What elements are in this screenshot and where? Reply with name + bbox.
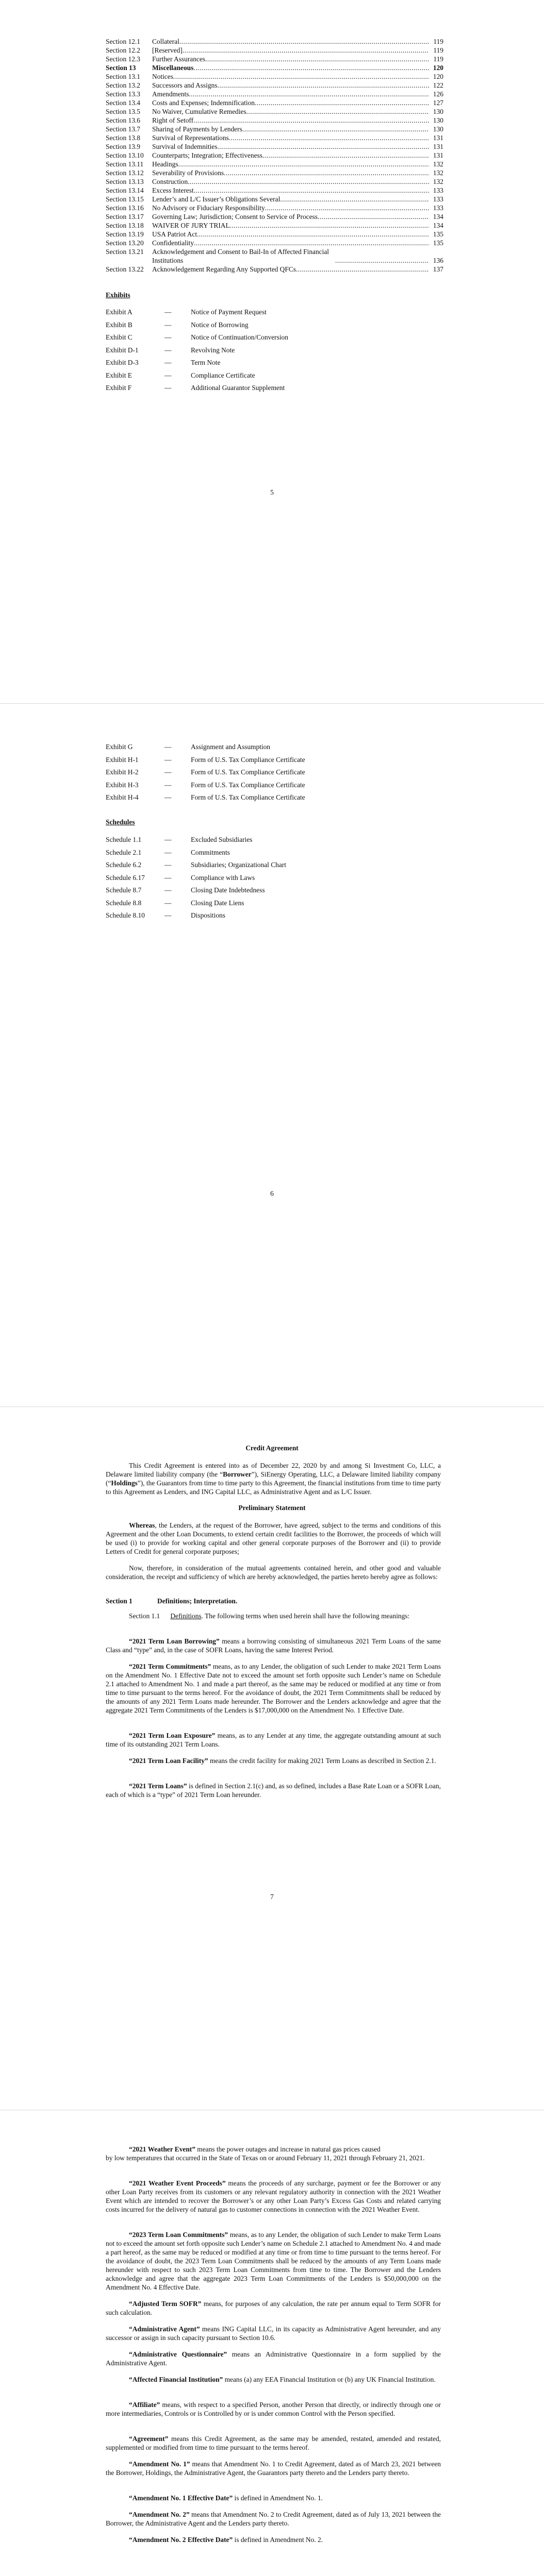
definition-term: “Affected Financial Institution”: [129, 2376, 223, 2383]
toc-entry: [106, 177, 443, 186]
exhibit-item-label: Exhibit D-1: [106, 346, 139, 354]
exhibit-item-name: Notice of Borrowing: [191, 320, 249, 329]
definition-term: “Amendment No. 1 Effective Date”: [129, 2494, 233, 2502]
em-dash: —: [164, 886, 172, 894]
toc-page-number: 133: [433, 187, 443, 194]
toc-section-title: Governing Law; Jurisdiction; Consent to Service of Process: [152, 213, 318, 221]
page-5: [0, 0, 544, 703]
toc-page-number: 131: [433, 134, 443, 142]
toc-entry: [106, 72, 443, 81]
toc-entry: [106, 247, 443, 265]
exhibits-heading: Exhibits: [106, 291, 130, 299]
exhibit-item-label: Exhibit D-3: [106, 359, 139, 366]
toc-entry: [106, 55, 443, 63]
exhibit-item: [106, 781, 305, 789]
toc-leader-dots: [318, 212, 429, 221]
toc-section-title: No Advisory or Fiduciary Responsibility: [152, 204, 265, 212]
toc-leader-dots: [188, 177, 429, 186]
em-dash: —: [164, 861, 172, 869]
toc-section-title: [Reserved]: [152, 46, 183, 54]
definition-text: by low temperatures that occurred in the State of Texas on or around February 11, 2021 through February 21, 2021.: [106, 2154, 425, 2162]
definition-paragraph: [106, 2325, 441, 2342]
toc-section-number: Section 12.2: [106, 46, 140, 54]
definition-term: “2021 Term Loans”: [129, 1782, 187, 1790]
definition-text: means ING Capital LLC, in its capacity as Administrative Agent hereunder, and any successor or assign in such capacity pursuant to Section 10.6.: [106, 2325, 441, 2342]
toc-section-number: Section 12.3: [106, 55, 140, 63]
toc-leader-dots: [179, 37, 429, 46]
definition-term: “2021 Weather Event Proceeds”: [129, 2179, 226, 2187]
definition-text: means the power outages and increase in natural gas prices caused: [195, 2145, 381, 2153]
toc-section-title: Survival of Representations: [152, 134, 229, 142]
schedule-item-name: Subsidiaries; Organizational Chart: [191, 861, 286, 869]
toc-page-number: 119: [433, 46, 443, 54]
toc-entry: [106, 133, 443, 142]
toc-leader-dots: [193, 63, 429, 72]
definition-text: means, as to any Lender at any time, the aggregate outstanding amount at such time of its outstanding 2021 Term Loans.: [106, 1732, 441, 1748]
toc-page-number: 134: [433, 213, 443, 221]
toc-section-number: Section 13.13: [106, 178, 144, 185]
toc-leader-dots: [217, 142, 429, 151]
em-dash: —: [164, 384, 172, 392]
definition-paragraph: [106, 1637, 441, 1654]
page-8: [0, 2110, 544, 2576]
toc-section-number: Section 13.20: [106, 239, 144, 247]
exhibit-item-label: Exhibit B: [106, 320, 133, 329]
toc-entry: [106, 212, 443, 221]
schedule-item-name: Closing Date Indebtedness: [191, 886, 265, 894]
toc-section-title: Further Assurances: [152, 55, 206, 63]
toc-page-number: 132: [433, 160, 443, 168]
definition-paragraph: [106, 2434, 441, 2452]
definition-text: means, with respect to a specified Person, another Person that directly, or indirectly through one or more intermediaries, Controls or is Controlled by or is under common Control with the Person specified.: [106, 2401, 441, 2417]
toc-page-number: 134: [433, 222, 443, 229]
exhibit-item: [106, 320, 249, 329]
toc-section-title: Lender’s and L/C Issuer’s Obligations Several: [152, 195, 281, 203]
definition-term: “2021 Term Loan Borrowing”: [129, 1637, 220, 1645]
toc-page-number: 126: [433, 90, 443, 98]
em-dash: —: [164, 781, 172, 789]
definition-paragraph: [106, 2375, 441, 2384]
toc-entry: [106, 204, 443, 212]
schedule-item: [106, 835, 252, 844]
toc-leader-dots: [194, 186, 429, 195]
toc-leader-dots: [183, 46, 429, 55]
toc-section-title: Right of Setoff: [152, 116, 194, 124]
exhibit-item-name: Form of U.S. Tax Compliance Certificate: [191, 781, 305, 789]
toc-page-number: 132: [433, 169, 443, 177]
schedule-item-label: Schedule 2.1: [106, 848, 142, 856]
toc-section-number: Section 13.15: [106, 195, 144, 203]
schedule-item-label: Schedule 8.10: [106, 911, 145, 919]
toc-section-number: Section 13.19: [106, 230, 144, 238]
toc-entry: [106, 239, 443, 247]
toc-section-title: Notices: [152, 73, 173, 80]
definition-paragraph: [106, 1756, 441, 1765]
definition-term: “2021 Term Loan Facility”: [129, 1757, 208, 1765]
toc-section-title: Severability of Provisions: [152, 169, 224, 177]
definition-text: is defined in Amendment No. 1.: [233, 2494, 323, 2502]
toc-section-number: Section 13: [106, 64, 136, 72]
em-dash: —: [164, 836, 172, 843]
schedule-item: [106, 860, 286, 869]
schedule-item: [106, 873, 255, 882]
definition-paragraph: [106, 2154, 441, 2162]
exhibit-item: [106, 346, 235, 354]
toc-entry: [106, 168, 443, 177]
exhibit-item-name: Form of U.S. Tax Compliance Certificate: [191, 755, 305, 764]
toc-page-number: 131: [433, 143, 443, 150]
toc-section-number: Section 13.9: [106, 143, 140, 150]
exhibit-item-name: Additional Guarantor Supplement: [191, 384, 285, 392]
toc-page-number: 120: [433, 64, 443, 72]
toc-page-number: 119: [433, 55, 443, 63]
definition-text: means the credit facility for making 2021 Term Loans as described in Section 2.1.: [208, 1757, 436, 1765]
definition-term: “Amendment No. 1”: [129, 2460, 190, 2468]
exhibit-item-label: Exhibit A: [106, 308, 133, 316]
toc-page-number: 122: [433, 81, 443, 89]
toc-entry: [106, 160, 443, 168]
exhibit-item: [106, 333, 288, 342]
definition-term: “Amendment No. 2 Effective Date”: [129, 2536, 233, 2544]
page-number: 7: [270, 1893, 274, 1901]
toc-section-number: Section 12.1: [106, 38, 140, 45]
toc-section-number: Section 13.2: [106, 81, 140, 89]
section-1-1-paragraph: Section 1.1 Definitions. The following terms when used herein shall have the following meanings:: [129, 1612, 410, 1620]
schedule-item: [106, 911, 225, 920]
em-dash: —: [164, 308, 172, 316]
toc-section-title: Collateral: [152, 38, 179, 45]
definition-term: “2021 Weather Event”: [129, 2145, 195, 2153]
definition-text: is defined in Amendment No. 2.: [233, 2536, 323, 2544]
toc-leader-dots: [197, 230, 429, 239]
toc-page-number: 133: [433, 204, 443, 212]
em-dash: —: [164, 359, 172, 366]
toc-entry: [106, 142, 443, 151]
em-dash: —: [164, 346, 172, 354]
toc-section-number: Section 13.12: [106, 169, 144, 177]
toc-page-number: 120: [433, 73, 443, 80]
toc-section-title: Confidentiality: [152, 239, 194, 247]
toc-section-title: Headings: [152, 160, 178, 168]
exhibit-item: [106, 383, 285, 392]
definition-paragraph: [106, 1662, 441, 1715]
agreement-title: Credit Agreement: [245, 1444, 299, 1452]
now-therefore-paragraph: Now, therefore, in consideration of the mutual agreements contained herein, and other good and valuable consideration, the receipt and sufficiency of which are hereby acknowledged, the parties hereto hereby agree as follows:: [106, 1564, 441, 1581]
toc-section-title: Sharing of Payments by Lenders: [152, 125, 242, 133]
toc-section-number: Section 13.1: [106, 73, 140, 80]
exhibit-item-label: Exhibit H-2: [106, 768, 139, 776]
toc-leader-dots: [224, 168, 429, 177]
exhibit-item-name: Compliance Certificate: [191, 371, 255, 379]
toc-section-title: Miscellaneous: [152, 64, 194, 72]
exhibit-item: [106, 755, 305, 764]
em-dash: —: [164, 333, 172, 341]
toc-section-title: Costs and Expenses; Indemnification: [152, 99, 255, 107]
toc-section-title: USA Patriot Act: [152, 230, 197, 238]
toc-leader-dots: [173, 72, 429, 81]
definition-paragraph: [106, 2350, 441, 2367]
whereas-paragraph: Whereas, the Lenders, at the request of the Borrower, have agreed, subject to the terms and conditions of this Agreement and the other Loan Documents, to extend certain credit facilities to the Borrower, the proceeds of which will be used (i) to provide for working capital and other general corporate purposes of the Borrower and (ii) to provide Letters of Credit for general corporate purposes;: [106, 1521, 441, 1555]
exhibit-item: [106, 793, 305, 802]
definition-term: “Affiliate”: [129, 2401, 160, 2409]
toc-leader-dots: [230, 221, 429, 230]
toc-page-number: 130: [433, 116, 443, 124]
exhibit-item-label: Exhibit E: [106, 371, 132, 379]
toc-section-number: Section 13.3: [106, 90, 140, 98]
table-of-contents: [106, 37, 443, 274]
toc-leader-dots: [205, 55, 429, 63]
schedule-item-label: Schedule 1.1: [106, 836, 142, 843]
em-dash: —: [164, 755, 172, 764]
schedule-item-name: Dispositions: [191, 911, 225, 919]
em-dash: —: [164, 768, 172, 776]
definition-term: “2021 Term Commitments”: [129, 1663, 211, 1670]
toc-section-title: WAIVER OF JURY TRIAL: [152, 222, 230, 229]
schedule-item: [106, 848, 230, 857]
exhibit-item-label: Exhibit H-4: [106, 793, 139, 801]
toc-section-title: Construction: [152, 178, 188, 185]
schedule-item-name: Commitments: [191, 848, 230, 856]
toc-page-number: 133: [433, 195, 443, 203]
exhibit-item: [106, 768, 305, 776]
toc-leader-dots: [229, 133, 429, 142]
exhibit-item-label: Exhibit C: [106, 333, 133, 341]
toc-leader-dots: [189, 90, 429, 98]
definition-text: means, for purposes of any calculation, the rate per annum equal to Term SOFR for such calculation.: [106, 2300, 441, 2316]
schedule-item-label: Schedule 8.7: [106, 886, 142, 894]
em-dash: —: [164, 848, 172, 856]
definition-term: “Administrative Questionnaire”: [129, 2350, 227, 2358]
definition-paragraph: [106, 2494, 441, 2502]
definition-paragraph: [106, 2510, 441, 2528]
schedule-item-label: Schedule 6.17: [106, 873, 145, 882]
toc-section-title: Acknowledgement Regarding Any Supported QFCs: [152, 265, 296, 273]
toc-entry: [106, 125, 443, 133]
exhibit-item-label: Exhibit G: [106, 743, 133, 751]
em-dash: —: [164, 873, 172, 882]
toc-section-number: Section 13.10: [106, 151, 144, 159]
toc-section-title: Successors and Assigns: [152, 81, 218, 89]
definition-term: “Amendment No. 2”: [129, 2511, 190, 2518]
schedule-item-label: Schedule 6.2: [106, 861, 142, 869]
exhibit-item-name: Revolving Note: [191, 346, 235, 354]
toc-section-title: No Waiver, Cumulative Remedies: [152, 108, 246, 115]
toc-entry: [106, 186, 443, 195]
definition-paragraph: [106, 2230, 441, 2292]
schedule-item-name: Excluded Subsidiaries: [191, 836, 253, 843]
exhibit-item: [106, 308, 267, 316]
definition-paragraph: [106, 2145, 441, 2154]
toc-section-number: Section 13.14: [106, 187, 144, 194]
toc-entry: [106, 81, 443, 90]
definition-paragraph: [106, 1731, 441, 1749]
toc-section-number: Section 13.11: [106, 160, 144, 168]
exhibit-item-name: Form of U.S. Tax Compliance Certificate: [191, 768, 305, 776]
schedule-item: [106, 899, 244, 907]
toc-section-number: Section 13.22: [106, 265, 144, 273]
exhibit-item-name: Notice of Payment Request: [191, 308, 267, 316]
toc-page-number: 135: [433, 230, 443, 238]
definition-term: “Administrative Agent”: [129, 2325, 200, 2333]
definition-paragraph: [106, 2460, 441, 2477]
toc-section-number: Section 13.4: [106, 99, 140, 107]
exhibit-item-name: Assignment and Assumption: [191, 743, 270, 751]
toc-page-number: 130: [433, 108, 443, 115]
em-dash: —: [164, 911, 172, 919]
schedule-item-label: Schedule 8.8: [106, 899, 142, 907]
exhibit-item: [106, 358, 220, 367]
toc-page-number: 131: [433, 151, 443, 159]
exhibit-item-name: Notice of Continuation/Conversion: [191, 333, 288, 341]
toc-page-number: 136: [433, 257, 443, 264]
toc-page-number: 130: [433, 125, 443, 133]
toc-leader-dots: [246, 107, 429, 116]
toc-leader-dots: [265, 204, 429, 212]
preliminary-statement-heading: Preliminary Statement: [238, 1504, 306, 1512]
definition-text: means the proceeds of any surcharge, payment or fee the Borrower or any other Loan Party receives from its customers or any relevant regulatory authority in connection with the 2021 Weather Event which are intended to recover the Borrower’s or any other Loan Party’s Excess Gas Costs and related carrying costs incurred for the delivery of natural gas to customer connections in connection with the 2021 Weather Event.: [106, 2179, 441, 2213]
toc-section-title: Amendments: [152, 90, 189, 98]
toc-section-number: Section 13.17: [106, 213, 144, 221]
definition-text: means, as to any Lender, the obligation of such Lender to make Term Loans not to exceed the amount set forth opposite such Lender’s name on Schedule 2.1 attached to Amendment No. 4 and made a part hereof, as the same may be reduced or modified at any time or from time to time pursuant to the terms hereof. For the avoidance of doubt, the 2023 Term Loan Commitments shall be reduced by the amounts of any Term Loans made hereunder with respect to such 2023 Term Loan Commitments from time to time. The Borrower and the Lenders acknowledge and agree that the aggregate 2023 Term Loan Commitments of the Lenders is $50,000,000 on the Amendment No. 4 Effective Date.: [106, 2231, 441, 2291]
exhibit-item-label: Exhibit H-1: [106, 755, 139, 764]
definition-paragraph: [106, 2400, 441, 2418]
definition-text: is defined in Section 2.1(c) and, as so defined, includes a Base Rate Loan or a SOFR Loan, each of which is a “type” of 2021 Term Loan hereunder.: [106, 1782, 441, 1799]
schedule-item-name: Compliance with Laws: [191, 873, 255, 882]
toc-entry: [106, 37, 443, 46]
section-1-heading: Section 1 Definitions; Interpretation.: [106, 1597, 238, 1605]
page-number: 6: [270, 1190, 274, 1197]
page-7: [0, 1407, 544, 2110]
toc-section-title: Survival of Indemnities: [152, 143, 218, 150]
toc-section-title: Excess Interest: [152, 187, 194, 194]
toc-entry: [106, 63, 443, 72]
definition-term: “2021 Term Loan Exposure”: [129, 1732, 216, 1739]
definition-text: means a borrowing consisting of simultaneous 2021 Term Loans of the same Class and “type” and, in the case of SOFR Loans, having the same Interest Period.: [106, 1637, 441, 1654]
toc-entry: [106, 116, 443, 125]
page-6: [0, 704, 544, 1406]
toc-leader-dots: [217, 81, 429, 90]
toc-section-number: Section 13.7: [106, 125, 140, 133]
definition-term: “Adjusted Term SOFR”: [129, 2300, 202, 2308]
definition-term: “Agreement”: [129, 2435, 169, 2443]
toc-entry: [106, 107, 443, 116]
exhibit-item: [106, 371, 255, 380]
toc-page-number: 135: [433, 239, 443, 247]
definition-text: means that Amendment No. 2 to Credit Agreement, dated as of July 13, 2021 between the Borrower, the Administrative Agent and the Lenders party thereto.: [106, 2511, 441, 2527]
definition-paragraph: [106, 1782, 441, 1799]
definition-text: means this Credit Agreement, as the same may be amended, restated, amended and restated, supplemented or modified from time to time pursuant to the terms hereof.: [106, 2435, 441, 2451]
toc-leader-dots: [255, 98, 429, 107]
toc-section-title: Counterparts; Integration; Effectiveness: [152, 151, 262, 159]
toc-section-number: Section 13.5: [106, 108, 140, 115]
toc-entry: [106, 195, 443, 204]
toc-leader-dots: [178, 160, 429, 168]
toc-entry: [106, 151, 443, 160]
toc-page-number: 119: [433, 38, 443, 45]
toc-leader-dots: [335, 256, 429, 265]
exhibit-item-label: Exhibit H-3: [106, 781, 139, 789]
toc-leader-dots: [193, 116, 429, 125]
definition-text: means that Amendment No. 1 to Credit Agreement, dated as of March 23, 2021 between the Borrower, Holdings, the Administrative Agent, the Guarantors party thereto and the Lenders party thereto.: [106, 2460, 441, 2477]
em-dash: —: [164, 899, 172, 907]
schedule-item: [106, 886, 265, 894]
page-number: 5: [270, 488, 274, 496]
toc-entry: [106, 46, 443, 55]
toc-section-number: Section 13.21: [106, 248, 144, 256]
exhibit-item-name: Form of U.S. Tax Compliance Certificate: [191, 793, 305, 801]
toc-entry: [106, 265, 443, 274]
toc-page-number: 127: [433, 99, 443, 107]
toc-section-number: Section 13.6: [106, 116, 140, 124]
toc-section-number: Section 13.16: [106, 204, 144, 212]
definition-paragraph: [106, 2299, 441, 2317]
definition-paragraph: [106, 2179, 441, 2214]
intro-paragraph: This Credit Agreement is entered into as of December 22, 2020 by and among Si Investment Co, LLC, a Delaware limited liability company (the “Borrower”), SiEnergy Operating, LLC, a Delaware limited liability company (“Holdings”), the Guarantors from time to time party to this Agreement, the financial institutions from time to time party to this Agreement as Lenders, and ING Capital LLC, as Administrative Agent and as L/C Issuer.: [106, 1462, 441, 1496]
definition-text: means, as to any Lender, the obligation of such Lender to make 2021 Term Loans on the Amendment No. 1 Effective Date not to exceed the amount set forth opposite such Lender’s name on Schedule 2.1 attached to Amendment No. 1 and made a part thereof, as the same may be reduced or modified at any time or from time to time pursuant to the terms hereof. For the avoidance of doubt, the 2021 Term Commitments shall be reduced by the amounts of any 2021 Term Loans made hereunder. The Borrower and the Lenders acknowledge and agree that the aggregate 2021 Term Commitments of the Lenders is $17,000,000 on the Amendment No. 1 Effective Date.: [106, 1663, 441, 1714]
toc-leader-dots: [242, 125, 429, 133]
em-dash: —: [164, 743, 172, 751]
definition-term: “2023 Term Loan Commitments”: [129, 2231, 228, 2239]
em-dash: —: [164, 793, 172, 801]
toc-page-number: 137: [433, 265, 443, 273]
exhibit-item-name: Term Note: [191, 359, 221, 366]
toc-section-number: Section 13.8: [106, 134, 140, 142]
toc-page-number: 132: [433, 178, 443, 185]
toc-section-title: Acknowledgement and Consent to Bail-In of Affected Financial Institutions: [152, 248, 329, 264]
toc-leader-dots: [262, 151, 429, 160]
toc-entry: [106, 90, 443, 98]
schedules-heading: Schedules: [106, 818, 135, 826]
exhibit-item: [106, 742, 270, 751]
toc-leader-dots: [280, 195, 429, 204]
toc-entry: [106, 221, 443, 230]
exhibit-item-label: Exhibit F: [106, 384, 132, 392]
schedule-item-name: Closing Date Liens: [191, 899, 244, 907]
em-dash: —: [164, 320, 172, 329]
toc-entry: [106, 98, 443, 107]
toc-leader-dots: [194, 239, 429, 247]
em-dash: —: [164, 371, 172, 379]
definition-paragraph: [106, 2535, 441, 2544]
definition-text: means (a) any EEA Financial Institution or (b) any UK Financial Institution.: [223, 2376, 436, 2383]
toc-leader-dots: [296, 265, 429, 274]
toc-entry: [106, 230, 443, 239]
toc-section-number: Section 13.18: [106, 222, 144, 229]
definition-text: means an Administrative Questionnaire in a form supplied by the Administrative Agent.: [106, 2350, 441, 2367]
